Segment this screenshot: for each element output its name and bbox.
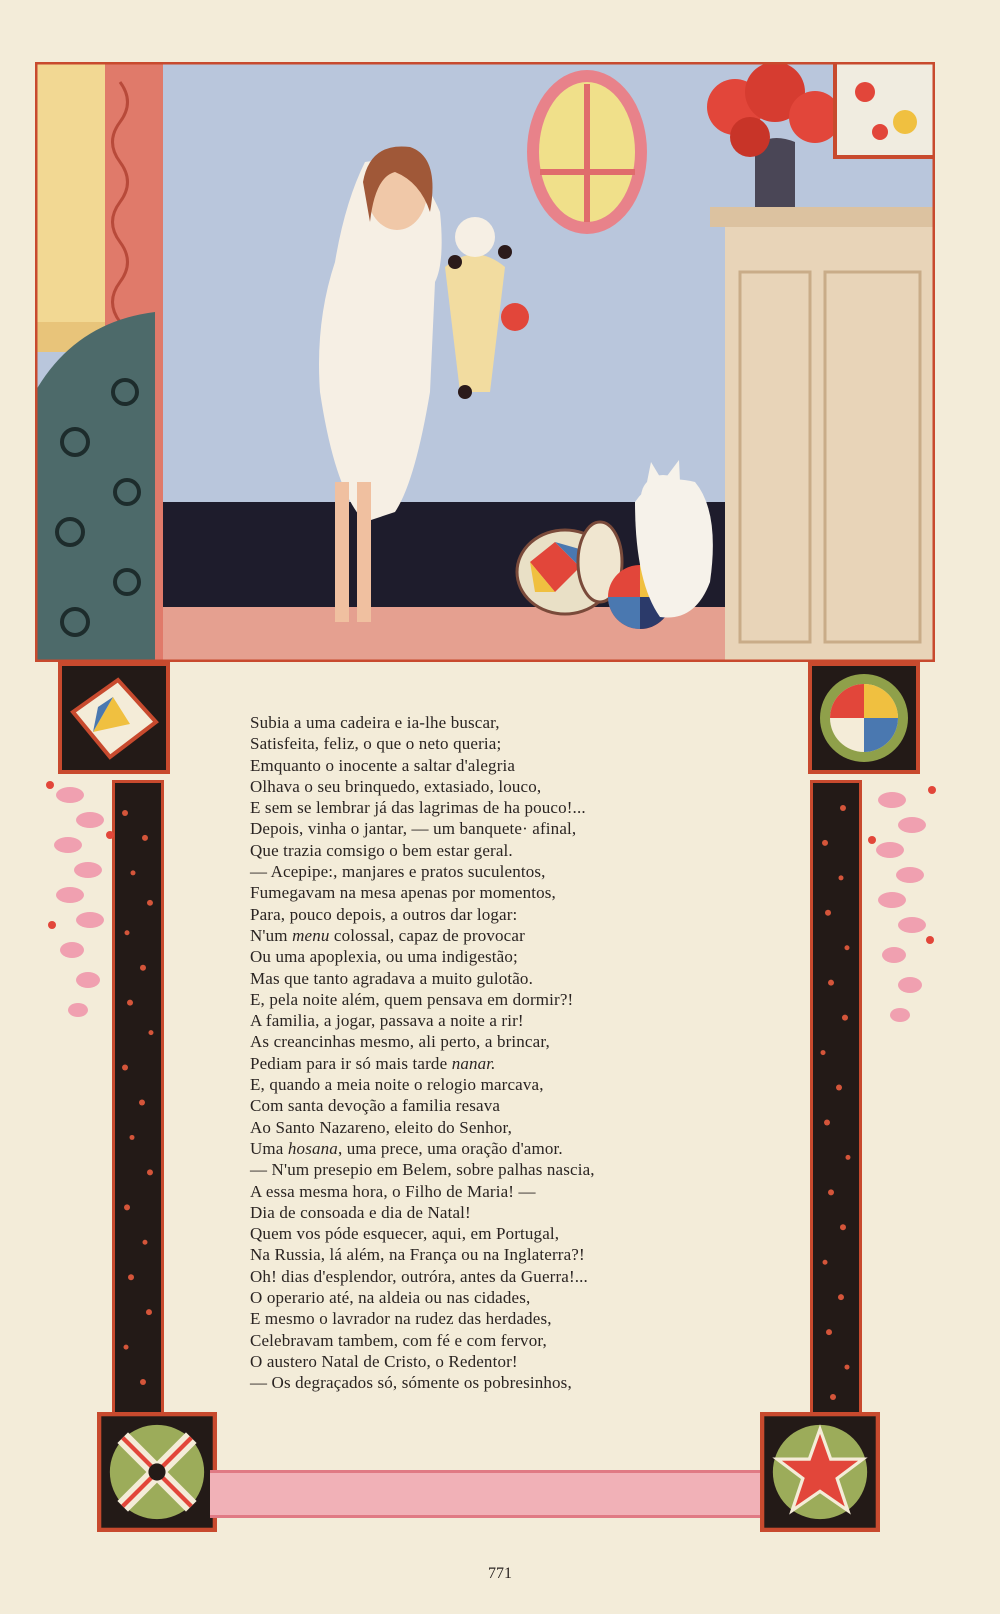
poem-line: E mesmo o lavrador na rudez das herdades, [250,1309,552,1329]
poem-line: Mas que tanto agradava a muito gulotão. [250,968,533,988]
poem-line: N'um menu colossal, capaz de provocar [250,925,525,945]
poem-line: Uma hosana, uma prece, uma oração d'amor. [250,1138,563,1158]
right-pillar [810,780,862,1415]
poem-line: Celebravam tambem, com fé e com fervor, [250,1330,547,1350]
mirror-icon [527,70,647,234]
poem-line: Para, pouco depois, a outros dar logar: [250,904,518,924]
poem-text [250,712,770,1394]
poem-line: Ao Santo Nazareno, eleito do Senhor, [250,1117,513,1137]
poem-line: Satisfeita, feliz, o que o neto queria; [250,734,502,754]
page-number: 771 [488,1565,512,1582]
poem-line: Emquanto o inocente a saltar d'alegria [250,755,516,775]
left-garland [40,775,120,1035]
poem-line: E sem se lembrar já das lagrimas de ha pouco!... [250,798,586,818]
poem-line: As creancinhas mesmo, ali perto, a brincar, [250,1032,550,1052]
corner-ball-icon [808,662,920,774]
poem-line: O austero Natal de Cristo, o Redentor! [250,1351,518,1371]
poem-line: A essa mesma hora, o Filho de Maria! — [250,1181,536,1201]
corner-star-icon [760,1412,880,1532]
corner-cross-icon [97,1412,217,1532]
poem-line: Olhava o seu brinquedo, extasiado, louco, [250,776,542,796]
poem-line: — Acepipe:, manjares e pratos suculentos, [250,862,546,882]
poem-line: — Os degraçados só, sómente os pobresinhos, [250,1373,572,1393]
poem-line: E, quando a meia noite o relogio marcava, [250,1075,544,1095]
poem-line: Depois, vinha o jantar, — um banquete· afinal, [250,819,577,839]
right-garland [862,780,942,1040]
poem-line: E, pela noite além, quem pensava em dormir?! [250,989,574,1009]
poem-line: Que trazia comsigo o bem estar geral. [250,840,513,860]
poem-line: Pediam para ir só mais tarde nanar. [250,1053,496,1073]
poem-line: Fumegavam na mesa apenas por momentos, [250,883,556,903]
poem-line: Oh! dias d'esplendor, outróra, antes da Guerra!... [250,1266,588,1286]
poem-line: Na Russia, lá além, na França ou na Inglaterra?! [250,1245,585,1265]
poem-line: — N'um presepio em Belem, sobre palhas nascia, [250,1160,595,1180]
illustration [35,62,935,662]
poem-line: Ou uma apoplexia, ou uma indigestão; [250,947,518,967]
poem-line: O operario até, na aldeia ou nas cidades, [250,1288,531,1308]
poem-line: Com santa devoção a familia resava [250,1096,501,1116]
bottom-band [210,1470,760,1518]
poem-line: A familia, a jogar, passava a noite a rir! [250,1011,524,1031]
poem-line: Dia de consoada e dia de Natal! [250,1202,471,1222]
corner-drum-icon [58,662,170,774]
poem-line: Subia a uma cadeira e ia-lhe buscar, [250,713,500,732]
poem-line: Quem vos póde esquecer, aqui, em Portugal, [250,1224,560,1244]
